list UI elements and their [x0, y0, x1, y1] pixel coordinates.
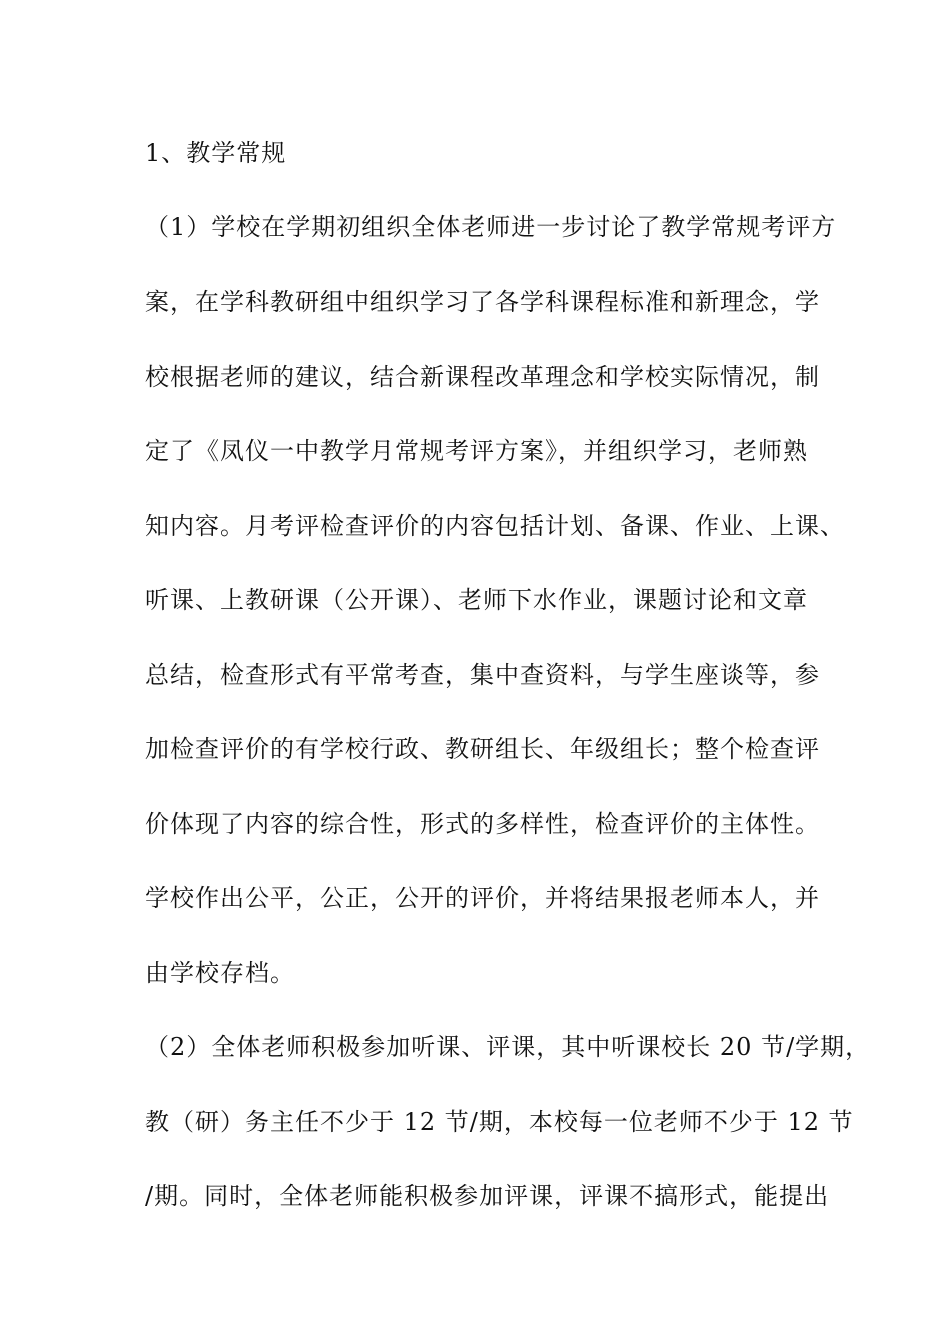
paragraph-line: 定了《凤仪一中教学月常规考评方案》，并组织学习，老师熟	[145, 437, 808, 465]
section-heading: 1、教学常规	[145, 139, 287, 167]
paragraph-line: 学校作出公平，公正，公开的评价，并将结果报老师本人，并	[145, 884, 820, 912]
paragraph-line: 知内容。月考评检查评价的内容包括计划、备课、作业、上课、	[145, 512, 845, 540]
paragraph-line: 校根据老师的建议，结合新课程改革理念和学校实际情况，制	[145, 363, 820, 391]
paragraph-line: 总结，检查形式有平常考查，集中查资料，与学生座谈等，参	[145, 661, 820, 689]
paragraph-line: 由学校存档。	[145, 959, 295, 987]
paragraph-line: 听课、上教研课（公开课）、老师下水作业，课题讨论和文章	[145, 586, 808, 614]
paragraph-line: 加检查评价的有学校行政、教研组长、年级组长；整个检查评	[145, 735, 820, 763]
paragraph-line: 教（研）务主任不少于 12 节/期，本校每一位老师不少于 12 节	[145, 1108, 854, 1136]
paragraph-line: 案，在学科教研组中组织学习了各学科课程标准和新理念，学	[145, 288, 820, 316]
paragraph-line: /期。同时，全体老师能积极参加评课，评课不搞形式，能提出	[145, 1182, 830, 1210]
paragraph-line: （2）全体老师积极参加听课、评课，其中听课校长 20 节/学期，	[145, 1033, 871, 1061]
paragraph-line: （1）学校在学期初组织全体老师进一步讨论了教学常规考评方	[145, 213, 837, 241]
paragraph-line: 价体现了内容的综合性，形式的多样性，检查评价的主体性。	[145, 810, 820, 838]
